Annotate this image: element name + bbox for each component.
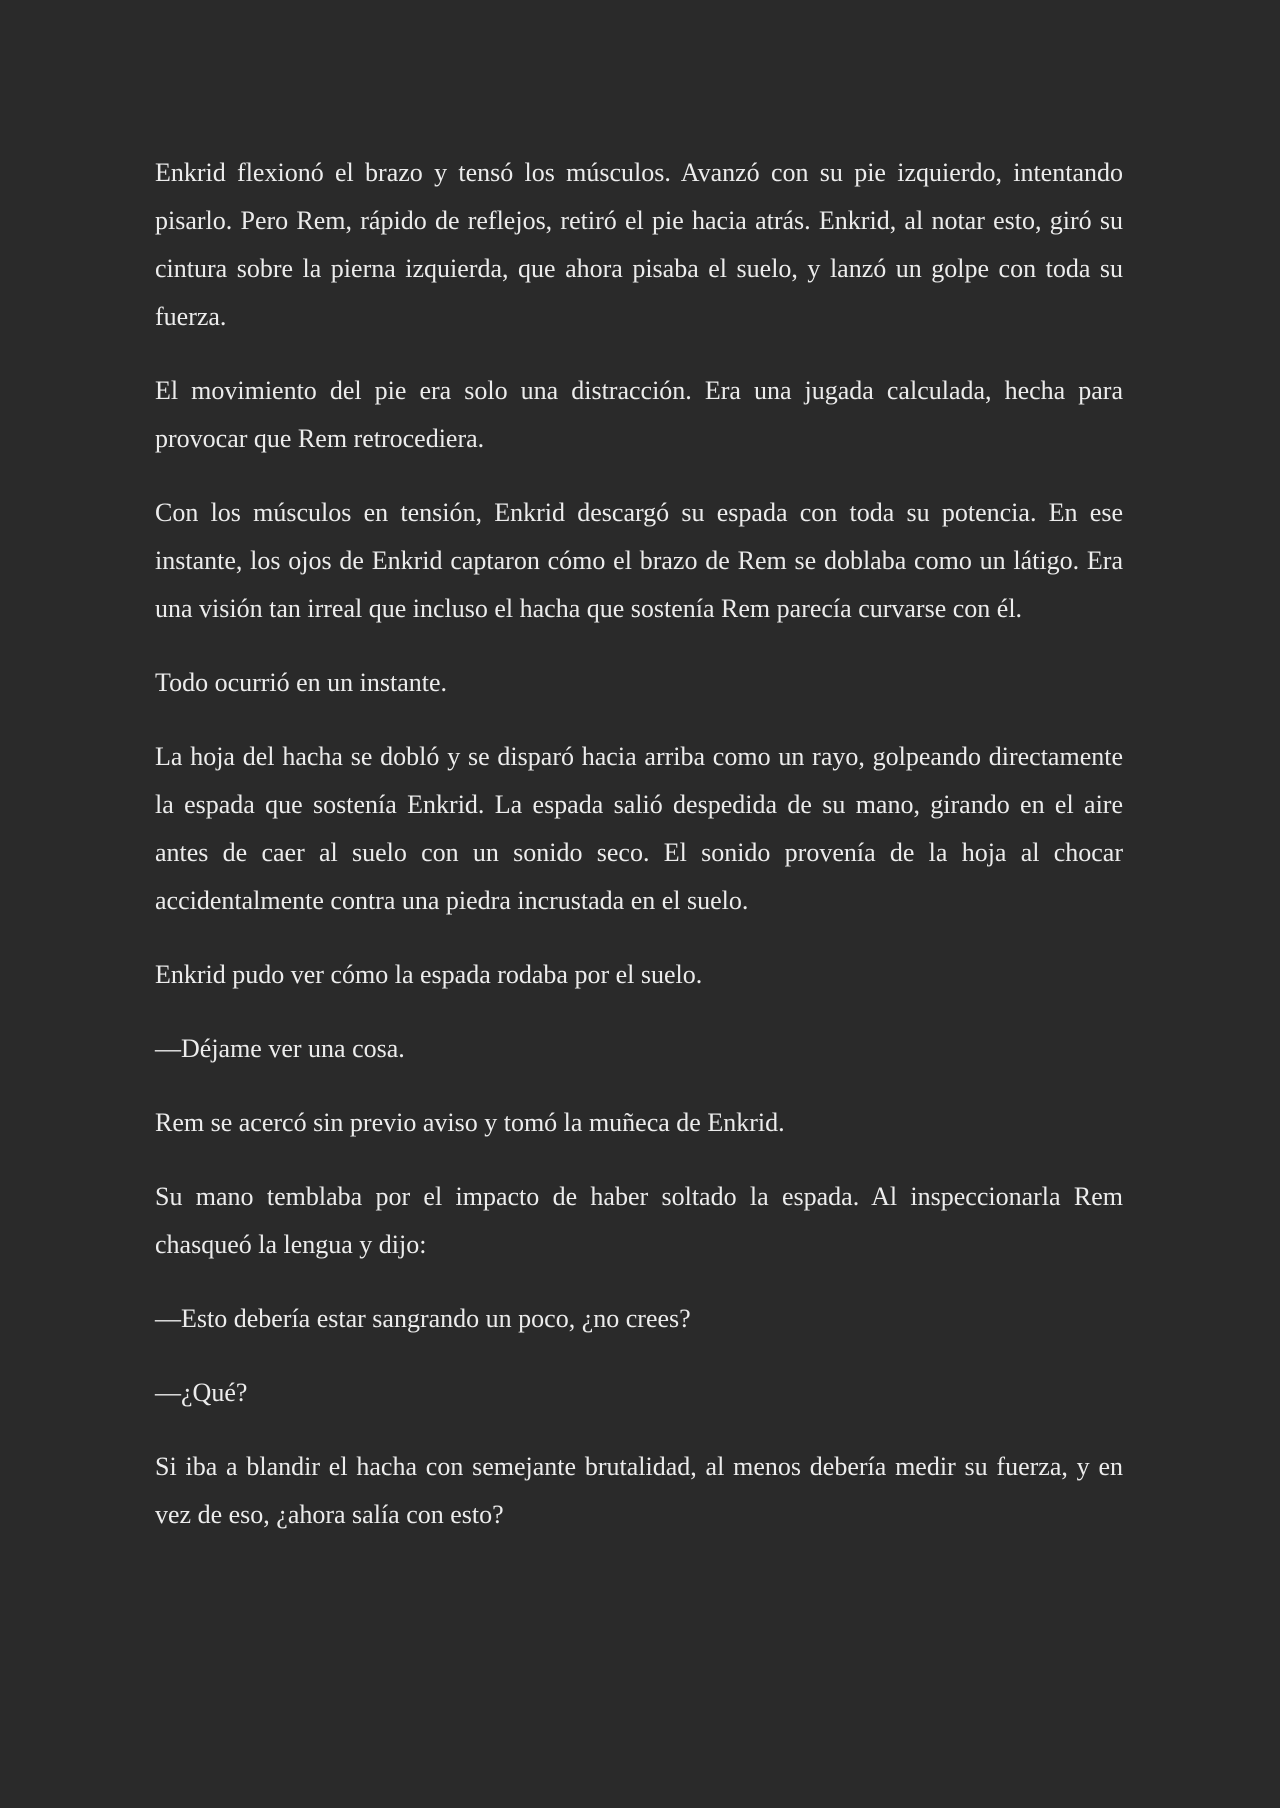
chapter-text [155,149,1123,1565]
paragraph-9: Su mano temblaba por el impacto de haber soltado la espada. Al inspeccionarla Rem chasqueó la lengua y dijo: [155,1182,1123,1259]
paragraph-5: La hoja del hacha se dobló y se disparó hacia arriba como un rayo, golpeando directamente la espada que sostenía Enkrid. La espada salió despedida de su mano, girando en el aire antes de caer al suelo con un sonido seco. El sonido provenía de la hoja al chocar accidentalmente contra una piedra incrustada en el suelo. [155,742,1123,915]
paragraph-6: Enkrid pudo ver cómo la espada rodaba por el suelo. [155,960,703,989]
paragraph-1: Enkrid flexionó el brazo y tensó los músculos. Avanzó con su pie izquierdo, intentando pisarlo. Pero Rem, rápido de reflejos, retiró el pie hacia atrás. Enkrid, al notar esto, giró su cintura sobre la pierna izquierda, que ahora pisaba el suelo, y lanzó un golpe con toda su fuerza. [155,158,1123,331]
paragraph-2: El movimiento del pie era solo una distracción. Era una jugada calculada, hecha para provocar que Rem retrocediera. [155,376,1123,453]
paragraph-3: Con los músculos en tensión, Enkrid descargó su espada con toda su potencia. En ese instante, los ojos de Enkrid captaron cómo el brazo de Rem se doblaba como un látigo. Era una visión tan irreal que incluso el hacha que sostenía Rem parecía curvarse con él. [155,498,1123,623]
paragraph-12: Si iba a blandir el hacha con semejante brutalidad, al menos debería medir su fuerza, y en vez de eso, ¿ahora salía con esto? [155,1452,1123,1529]
paragraph-8: Rem se acercó sin previo aviso y tomó la muñeca de Enkrid. [155,1108,785,1137]
paragraph-7: —Déjame ver una cosa. [155,1034,405,1063]
paragraph-10: —Esto debería estar sangrando un poco, ¿no crees? [155,1304,691,1333]
paragraph-4: Todo ocurrió en un instante. [155,668,448,697]
paragraph-11: —¿Qué? [155,1378,248,1407]
